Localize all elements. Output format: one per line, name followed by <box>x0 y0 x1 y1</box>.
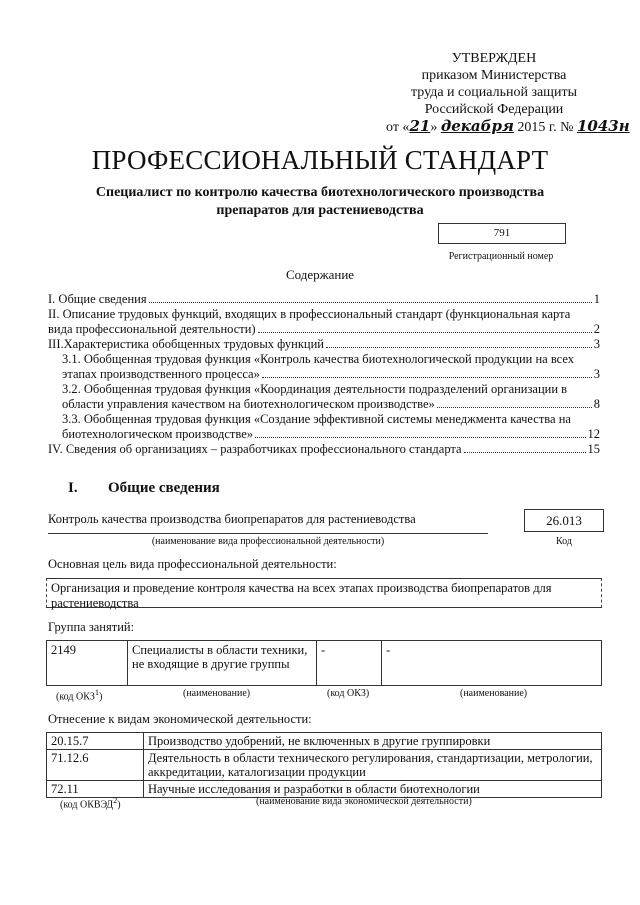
toc-leader <box>258 332 592 333</box>
date-day: 21 <box>409 117 431 135</box>
order-number: 1043н <box>576 117 630 135</box>
subtitle-line-1: Специалист по контролю качества биотехнологического производства <box>95 185 545 200</box>
table-row <box>47 733 602 750</box>
toc-item-text: 3.2. Обобщенная трудовая функция «Координация деятельности подразделений организации в <box>62 382 568 396</box>
toc-item[interactable] <box>48 307 600 337</box>
toc-leader <box>255 437 585 438</box>
toc-page: 12 <box>587 427 600 441</box>
caption-text: (код ОКВЭД <box>60 799 114 811</box>
okved-code-caption <box>60 796 121 810</box>
okz-code-caption <box>56 688 102 702</box>
approval-date-line <box>384 117 630 136</box>
toc-item[interactable] <box>48 412 600 442</box>
toc-page: 15 <box>587 442 600 456</box>
toc-item-text-cont: вида профессиональной деятельности) <box>48 322 256 336</box>
toc-item-text-cont: биотехнологическом производстве» <box>62 427 254 441</box>
section-number: I. <box>68 480 78 496</box>
approval-block <box>384 50 630 136</box>
toc-item[interactable] <box>48 442 600 457</box>
approval-line-2: приказом Министерства <box>421 68 567 83</box>
okved-code-cell: 20.15.7 <box>47 733 144 750</box>
date-month: декабря <box>440 117 514 135</box>
toc-page: 8 <box>593 397 600 411</box>
toc-item-text: 3.1. Обобщенная трудовая функция «Контроль качества биотехнологической продукции на всех <box>62 352 574 366</box>
activity-code-caption: Код <box>556 536 572 547</box>
document-subtitle <box>0 184 640 220</box>
toc-page: 1 <box>593 292 600 306</box>
approval-line-4: Российской Федерации <box>424 102 564 117</box>
okved-name-cell: Деятельность в области технического регулирования, стандартизации, метрологии, аккредитации, каталогизации продукции <box>144 750 602 781</box>
underline-divider <box>48 533 488 534</box>
toc-item-text: II. Описание трудовых функций, входящих в профессиональный стандарт (функциональная карта <box>48 307 571 321</box>
date-mid: » <box>430 120 438 135</box>
activity-code-box: 26.013 <box>524 509 604 532</box>
date-year: 2015 г. № <box>517 120 574 135</box>
toc-item-text-cont: области управления качеством на биотехнологическом производстве» <box>62 397 435 411</box>
toc-item-text: III.Характеристика обобщенных трудовых функций <box>48 337 324 351</box>
okz-name-caption-2: (наименование) <box>460 688 528 699</box>
caption-text-end: ) <box>99 691 103 703</box>
document-title: ПРОФЕССИОНАЛЬНЫЙ СТАНДАРТ <box>91 145 549 175</box>
date-prefix: от « <box>386 120 410 135</box>
table-row <box>47 750 602 781</box>
toc-leader <box>326 347 592 348</box>
activity-kind-caption: (наименование вида профессиональной деятельности) <box>151 536 385 547</box>
toc-leader <box>262 377 592 378</box>
toc-item[interactable] <box>48 292 600 307</box>
footnote-marker: 2 <box>113 796 118 805</box>
toc-item[interactable] <box>48 337 600 352</box>
toc-leader <box>464 452 586 453</box>
caption-text-end: ) <box>117 799 121 811</box>
okz-code-cell-2: - <box>317 641 382 686</box>
toc-leader <box>149 302 592 303</box>
okz-name-cell-2: - <box>382 641 602 686</box>
toc-item[interactable] <box>48 352 600 382</box>
table-of-contents <box>48 292 600 457</box>
toc-page: 2 <box>593 322 600 336</box>
goal-heading: Основная цель вида профессиональной деятельности: <box>48 557 337 571</box>
toc-item-text: IV. Сведения об организациях – разработчиках профессионального стандарта <box>48 442 462 456</box>
economic-activity-heading: Отнесение к видам экономической деятельности: <box>48 712 312 726</box>
table-row <box>47 781 602 798</box>
occupation-group-table <box>46 640 602 686</box>
okved-code-cell: 72.11 <box>47 781 144 798</box>
toc-page: 3 <box>593 337 600 351</box>
okz-code-cell: 2149 <box>47 641 128 686</box>
section-heading <box>68 480 220 497</box>
economic-activity-table <box>46 732 602 798</box>
okz-code-caption-2: (код ОКЗ) <box>327 688 370 699</box>
okved-name-cell: Научные исследования и разработки в области биотехнологии <box>144 781 602 798</box>
section-title: Общие сведения <box>108 480 220 496</box>
activity-kind-name: Контроль качества производства биопрепаратов для растениеводства <box>48 512 416 526</box>
toc-item[interactable] <box>48 382 600 412</box>
okved-name-caption: (наименование вида экономической деятельности) <box>256 796 472 807</box>
table-row <box>47 641 602 686</box>
okved-code-cell: 71.12.6 <box>47 750 144 781</box>
okved-name-cell: Производство удобрений, не включенных в другие группировки <box>144 733 602 750</box>
toc-item-text-cont: этапах производственного процесса» <box>62 367 260 381</box>
toc-item-text: 3.3. Обобщенная трудовая функция «Создание эффективной системы менеджмента качества на <box>62 412 571 426</box>
footnote-marker: 1 <box>94 688 100 697</box>
toc-leader <box>437 407 592 408</box>
approval-line-1: УТВЕРЖДЕН <box>451 51 537 66</box>
toc-item-text: I. Общие сведения <box>48 292 147 306</box>
toc-page: 3 <box>593 367 600 381</box>
registration-number-label: Регистрационный номер <box>448 251 554 262</box>
approval-line-3: труда и социальной защиты <box>411 85 577 100</box>
caption-text: (код ОКЗ <box>56 691 95 703</box>
occupation-group-heading: Группа занятий: <box>48 620 135 634</box>
registration-number-box: 791 <box>438 223 566 244</box>
okz-name-caption: (наименование) <box>183 688 251 699</box>
subtitle-line-2: препаратов для растениеводства <box>216 203 424 218</box>
okz-name-cell: Специалисты в области техники, не входящие в другие группы <box>128 641 317 686</box>
goal-text-box: Организация и проведение контроля качества на всех этапах производства биопрепаратов для растениеводства <box>46 578 602 608</box>
toc-heading: Содержание <box>285 267 355 282</box>
